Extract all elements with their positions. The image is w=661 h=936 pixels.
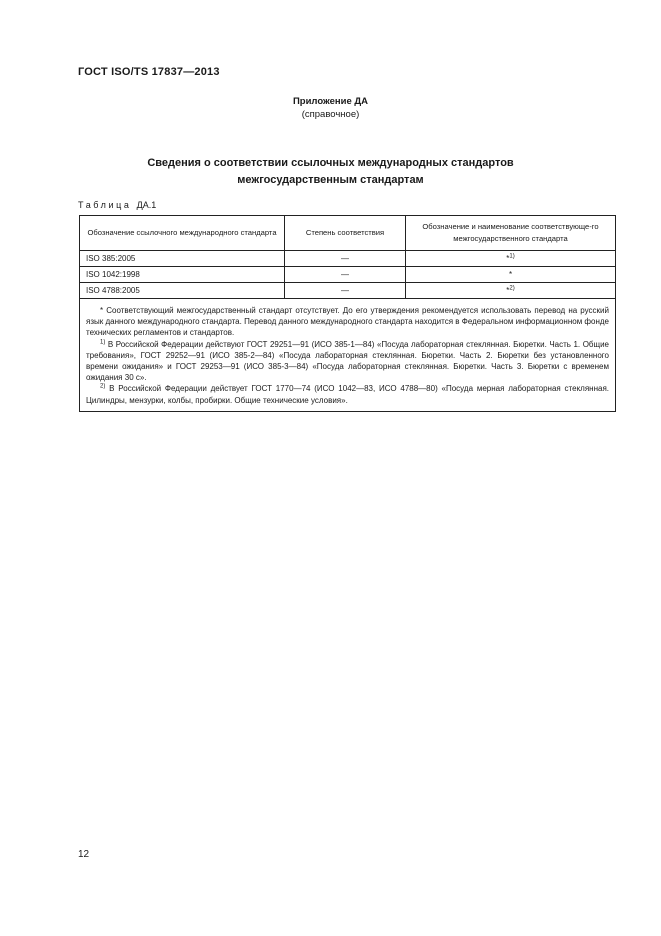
star-mark: *	[508, 270, 513, 279]
footnote-star: * Соответствующий межгосударственный стандарт отсутствует. До его утверждения рекомендуется использовать перевод на русский язык данного международного стандарта. Перевод данного международного стандарта находится в Федеральном информационном фонде технических регламентов и стандартов.	[86, 306, 609, 338]
footnote-ref: 1)	[509, 253, 515, 260]
footnote-2-text: В Российской Федерации действует ГОСТ 1770—74 (ИСО 1042—83, ИСО 4788—80) «Посуда мерная лабораторная стеклянная. Цилиндры, мензурки, колбы, пробирки. Общие технические условия».	[86, 384, 609, 405]
document-header: ГОСТ ISO/TS 17837—2013	[78, 66, 220, 78]
reference-standard-cell: ISO 4788:2005	[80, 283, 285, 299]
degree-cell: —	[285, 267, 406, 283]
column-header-reference: Обозначение ссылочного международного стандарта	[80, 216, 285, 251]
column-header-interstate-standard: Обозначение и наименование соответствующе-го межгосударственного стандарта	[406, 216, 616, 251]
page-number: 12	[78, 849, 90, 860]
table-caption	[78, 200, 156, 210]
appendix-title: Приложение ДА	[292, 96, 369, 107]
table-row	[80, 251, 616, 267]
column-header-degree: Степень соответствия	[285, 216, 406, 251]
section-heading-line-1: Сведения о соответствии ссылочных международных стандартов	[147, 157, 514, 169]
table-caption-label: Таблица	[78, 200, 132, 210]
footnote-1-mark: 1)	[100, 338, 106, 345]
section-heading-line-2: межгосударственным стандартам	[237, 174, 424, 186]
table-footnotes-row	[80, 299, 616, 412]
table-row	[80, 267, 616, 283]
footnote-1	[86, 339, 609, 384]
correspondence-table	[79, 215, 616, 412]
reference-standard-cell: ISO 385:2005	[80, 251, 285, 267]
star-mark: *	[506, 254, 510, 263]
star-mark: *	[506, 286, 510, 295]
degree-cell: —	[285, 283, 406, 299]
appendix-subtitle: (справочное)	[301, 109, 360, 120]
table-header-row	[80, 216, 616, 251]
table-row	[80, 283, 616, 299]
interstate-standard-cell	[406, 283, 616, 299]
reference-standard-cell: ISO 1042:1998	[80, 267, 285, 283]
degree-cell: —	[285, 251, 406, 267]
footnote-2	[86, 383, 609, 405]
table-footnotes	[80, 299, 616, 412]
interstate-standard-cell	[406, 251, 616, 267]
table-caption-number: ДА.1	[136, 200, 157, 210]
footnote-1-text: В Российской Федерации действуют ГОСТ 29251—91 (ИСО 385-1—84) «Посуда лабораторная стеклянная. Бюретки. Часть 1. Общие требования», ГОСТ 29252—91 (ИСО 385-2—84) «Посуда лабораторная стеклянная. Бюретки. Часть 2. Бюретки без установленного времени ожидания» и ГОСТ 29253—91 (ИСО 385-3—84) «Посуда лабораторная стеклянная. Бюретки. Часть 3. Бюретки с временем ожидания 30 с».	[86, 339, 609, 383]
interstate-standard-cell	[406, 267, 616, 283]
footnote-2-mark: 2)	[100, 383, 106, 390]
footnote-ref: 2)	[509, 285, 515, 292]
